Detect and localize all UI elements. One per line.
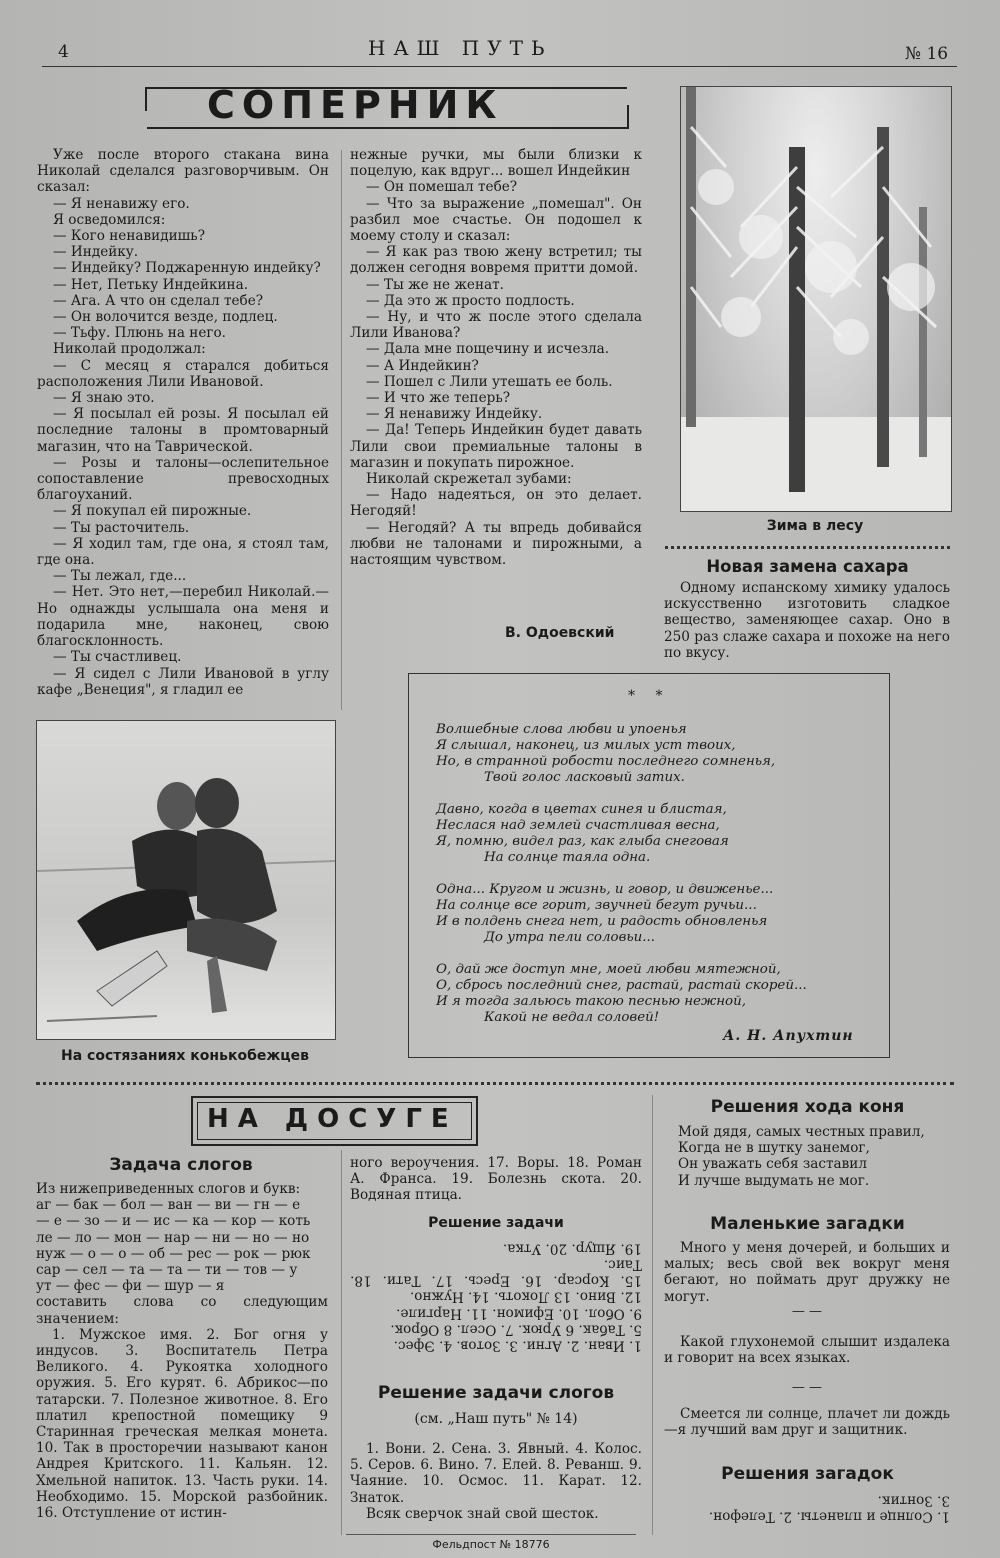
winter-photo-caption: Зима в лесу: [766, 518, 864, 534]
skaters-photo: [36, 720, 336, 1040]
story-paragraph: — Нет. Это нет,—перебил Николай.—Но однажды услышала она меня и подарила мне, наконец, свою благосклонность.: [37, 584, 329, 650]
winter-forest-image: [681, 87, 951, 511]
poem-stanza: [436, 802, 876, 866]
story-title-box: [147, 83, 627, 129]
solution-task-text-upside-down: [350, 1240, 642, 1353]
story-paragraph: — Индейку.: [53, 244, 139, 261]
riddles-title: Маленькие загадки: [710, 1214, 905, 1234]
solution-line: 15. Корсар. 16. Ересь. 17. Тати. 18. Таис.: [350, 1256, 642, 1289]
poem-stars: * *: [628, 688, 671, 704]
riddle-1: Много у меня дочерей, и больших и малых; весь свой век вокруг меня бегают, но поймать друг дружку не могут.: [664, 1240, 950, 1305]
poem-line: На солнце все горит, звучней бегут ручьи...: [436, 898, 757, 913]
story-paragraph: — Ты расточитель.: [53, 519, 190, 536]
riddle-separator-2: — —: [791, 1380, 823, 1395]
skaters-image: [37, 721, 335, 1039]
story-paragraph: — С месяц я старался добиться расположения Лили Ивановой.: [37, 357, 329, 390]
riddle-separator-1: — —: [791, 1304, 823, 1319]
riddle-answers-title: Решения загадок: [721, 1464, 894, 1484]
issue-number: № 16: [905, 44, 949, 64]
syllable-list: [36, 1197, 328, 1294]
syllable-line: нуж — о — о — об — рес — рок — рюк: [36, 1245, 311, 1262]
poem-stanza: [436, 722, 876, 786]
solution-line: 5. Табак. 6 Урюк. 7. Осел. 8 Оброк.: [390, 1321, 642, 1338]
story-paragraph: — Нет, Петьку Индейкина.: [53, 276, 249, 293]
winter-forest-photo: [680, 86, 952, 512]
story-paragraph: — Розы и талоны—ослепительное сопоставление превосходных благоуханий.: [37, 454, 329, 504]
poem-stanza: [436, 882, 876, 946]
story-paragraph: — Ну, и что ж после этого сделала Лили Иванова?: [350, 309, 642, 342]
sugar-top-rule: [665, 546, 950, 549]
verse-line: И лучше выдумать не мог.: [678, 1172, 870, 1189]
story-paragraph: — Ага. А что он сделал тебе?: [53, 292, 264, 309]
poem-line: Я, помню, видел раз, как глыба снеговая: [436, 834, 729, 849]
solution-line: 19. Ящур. 20. Утка.: [502, 1240, 642, 1257]
syllable-line: аг — бак — бол — ван — ви — гн — е: [36, 1197, 301, 1214]
header-rule: [42, 66, 957, 67]
story-paragraph: — Ты счастливец.: [53, 649, 182, 666]
story-paragraph: — Да это ж просто подлость.: [366, 292, 575, 309]
story-paragraph: — Надо надеяться, он это делает. Негодяй!: [350, 487, 642, 520]
poem-line: О, сбрось последний снег, растай, растай скорей...: [436, 978, 807, 993]
syllable-task-body: Из нижеприведенных слогов и букв: аг — бак — бол — ван — ви — гн — е — е — зо — и — ис — ка — кор — коть ле — ло — мон — нар — ни — но — но нуж — о — о — об — рес — рок — рюк сар — сел — та — та — ти — тов — у ут — фес — фи — шур — я составить слова со следующим значением: 1. Мужское имя. 2. Бог огня у индусов. 3. Воспитатель Петра Великого. 4. Рукоятка холодного оружия. 5. Его курят. 6. Абрикос—по татарски. 7. Полезное животное. 8. Его платил крепостной помещику 9 Старинная греческая мелкая монета. 10. Так в просторечии называют канон Андрея Критского. 11. Кальян. 12. Хмельной напиток. 13. Часть руки. 14. Необходимо. 15. Морской разбойник. 16. Отступление от истин-: [36, 1181, 328, 1522]
story-paragraph: — Пошел с Лили утешать ее боль.: [366, 373, 613, 390]
story-paragraph: — А Индейкин?: [366, 357, 479, 374]
story-paragraph: — Да! Теперь Индейкин будет давать Лили свои премиальные талоны в магазин и покупать пирожное.: [350, 422, 642, 471]
poem-line: До утра пели соловьи...: [484, 930, 656, 945]
sugar-article-title: Новая замена сахара: [706, 557, 909, 576]
story-paragraph: — Я ходил там, где она, я стоял там, где она.: [37, 535, 329, 569]
story-paragraph: — Я покупал ей пирожные.: [53, 503, 252, 520]
verse-line: Мой дядя, самых честных правил,: [678, 1124, 925, 1140]
story-paragraph: Уже после второго стакана вина Николай сделался разговорчивым. Он сказал:: [37, 147, 329, 196]
leisure-title: НА ДОСУГЕ: [207, 1104, 458, 1134]
poem-line: О, дай же доступ мне, моей любви мятежной,: [436, 962, 781, 977]
syllable-line: ут — фес — фи — шур — я: [36, 1278, 225, 1295]
section-divider: [36, 1082, 954, 1085]
riddle-3: Смеется ли солнце, плачет ли дождь—я лучший вам друг и защитник.: [664, 1406, 950, 1439]
leisure-title-box: [191, 1096, 478, 1146]
story-author: В. Одоевский: [505, 625, 615, 641]
solution-task-title: Решение задачи: [428, 1215, 564, 1231]
verse-line: Когда не в шутку занемог,: [678, 1140, 870, 1157]
poem-text: [436, 722, 876, 1042]
syllable-task-title: Задача слогов: [109, 1155, 253, 1175]
story-paragraph: — Я знаю это.: [53, 390, 155, 407]
story-paragraph: — Кого ненавидишь?: [53, 228, 205, 245]
sugar-article-text: Одному испанскому химику удалось искусственно изготовить сладкое вещество, заменяющее сахар. Оно в 250 раз слаже сахара и похоже на него по вкусу.: [664, 580, 950, 661]
poem-author: А. Н. Апухтин: [723, 1028, 854, 1044]
story-paragraph: — Я посылал ей розы. Я посылал ей последние талоны в промтоварный магазин, что на Таврической.: [37, 406, 329, 455]
solution-syllables-text: 1. Вони. 2. Сена. 3. Явный. 4. Колос. 5. Серов. 6. Вино. 7. Елей. 8. Реванш. 9. Чаяние. 10. Осмос. 11. Карат. 12. Знаток. Всяк сверчок знай свой шесток.: [350, 1441, 642, 1522]
solution-line: 9. Обол. 10. Ефимон. 11. Наргиле.: [396, 1305, 642, 1322]
syllable-line: сар — сел — та — та — ти — тов — у: [36, 1262, 298, 1279]
riddle-2: Какой глухонемой слышит издалека и говорит на всех языках.: [664, 1334, 950, 1367]
story-column-1: [37, 147, 329, 698]
story-paragraph: — Дала мне пощечину и исчезла.: [366, 341, 610, 358]
poem-line: Я слышал, наконец, из милых уст твоих,: [436, 738, 736, 753]
syllable-line: — е — зо — и — ис — ка — кор — коть: [36, 1213, 311, 1230]
column-separator: [341, 1150, 342, 1535]
story-paragraph: Я осведомился:: [53, 211, 166, 228]
solution-line: 12. Вино. 13 Локоть. 14. Нужно.: [409, 1288, 642, 1305]
story-paragraph: — Я как раз твою жену встретил; ты должен сегодня вовремя притти домой.: [350, 244, 642, 277]
column-separator: [652, 1095, 653, 1535]
column-separator: [341, 150, 342, 710]
syllable-task-continuation: ного вероучения. 17. Воры. 18. Роман А. Франса. 19. Болезнь скота. 20. Водяная птица.: [350, 1155, 642, 1204]
story-paragraph: — Я сидел с Лили Ивановой в углу кафе „Венеция", я гладил ее: [37, 665, 329, 698]
poem-line: И в полдень снега нет, и радость обновленья: [436, 914, 768, 929]
story-column-2: [350, 147, 642, 568]
poem-line: Давно, когда в цветах синея и блистая,: [436, 802, 727, 817]
knight-move-title: Решения хода коня: [710, 1097, 905, 1117]
poem-line: Неслася над землей счастливая весна,: [436, 818, 720, 833]
poem-line: Волшебные слова любви и упоенья: [436, 722, 687, 737]
solution-syllables-title: Решение задачи слогов: [377, 1383, 615, 1403]
story-paragraph: — Тьфу. Плюнь на него.: [53, 325, 226, 342]
story-paragraph: Николай продолжал:: [53, 341, 206, 358]
newspaper-name: НАШ ПУТЬ: [368, 36, 553, 60]
footer-imprint: Фельдпост № 18776: [432, 1538, 550, 1551]
story-paragraph: — Ты же не женат.: [366, 276, 504, 293]
poem-line: Твой голос ласковый затих.: [484, 770, 685, 785]
story-title: СОПЕРНИК: [207, 83, 504, 127]
story-paragraph: — Я ненавижу его.: [53, 195, 190, 212]
knight-move-text: [678, 1124, 953, 1189]
poem-line: И я тогда зальюсь такою песнью нежной,: [436, 994, 746, 1009]
story-paragraph: — Негодяй? А ты впредь добивайся любви не талонами и пирожными, а настоящим чувством.: [350, 519, 642, 569]
poem-stanza: [436, 962, 876, 1026]
answer-line: 1. Солнце и планеты. 2. Телефон.: [708, 1508, 950, 1525]
story-paragraph: — Ты лежал, где...: [53, 568, 187, 585]
poem-line: Но, в странной робости последнего сомненья,: [436, 754, 776, 769]
solution-line: 1. Иван. 2. Агни. 3. Зотов. 4. Эфес.: [393, 1337, 642, 1354]
story-paragraph: нежные ручки, мы были близки к поцелую, как вдруг... вошел Индейкин: [350, 147, 642, 180]
riddle-answers-text-upside-down: [664, 1492, 950, 1524]
story-paragraph: — Я ненавижу Индейку.: [366, 406, 543, 423]
story-paragraph: — Он помешал тебе?: [366, 179, 518, 196]
poem-line: Одна... Кругом и жизнь, и говор, и движенье...: [436, 882, 774, 897]
answer-line: 3. Зонтик.: [877, 1492, 950, 1509]
poem-line: Какой не ведал соловей!: [484, 1010, 660, 1025]
footer-rule: [346, 1534, 636, 1535]
syllable-line: ле — ло — мон — нар — ни — но — но: [36, 1229, 310, 1246]
poem-line: На солнце таяла одна.: [484, 850, 651, 865]
verse-line: Он уважать себя заставил: [678, 1156, 867, 1173]
story-paragraph: Николай скрежетал зубами:: [366, 471, 572, 488]
page-number: 4: [58, 42, 69, 62]
story-paragraph: — Что за выражение „помешал". Он разбил мое счастье. Он подошел к моему столу и сказал:: [350, 195, 642, 245]
solution-syllables-ref: (см. „Наш путь" № 14): [414, 1411, 578, 1427]
skaters-photo-caption: На состязаниях конькобежцев: [60, 1048, 309, 1064]
story-paragraph: — И что же теперь?: [366, 390, 511, 407]
story-paragraph: — Он волочится везде, подлец.: [53, 309, 278, 326]
story-paragraph: — Индейку? Поджаренную индейку?: [53, 260, 321, 277]
